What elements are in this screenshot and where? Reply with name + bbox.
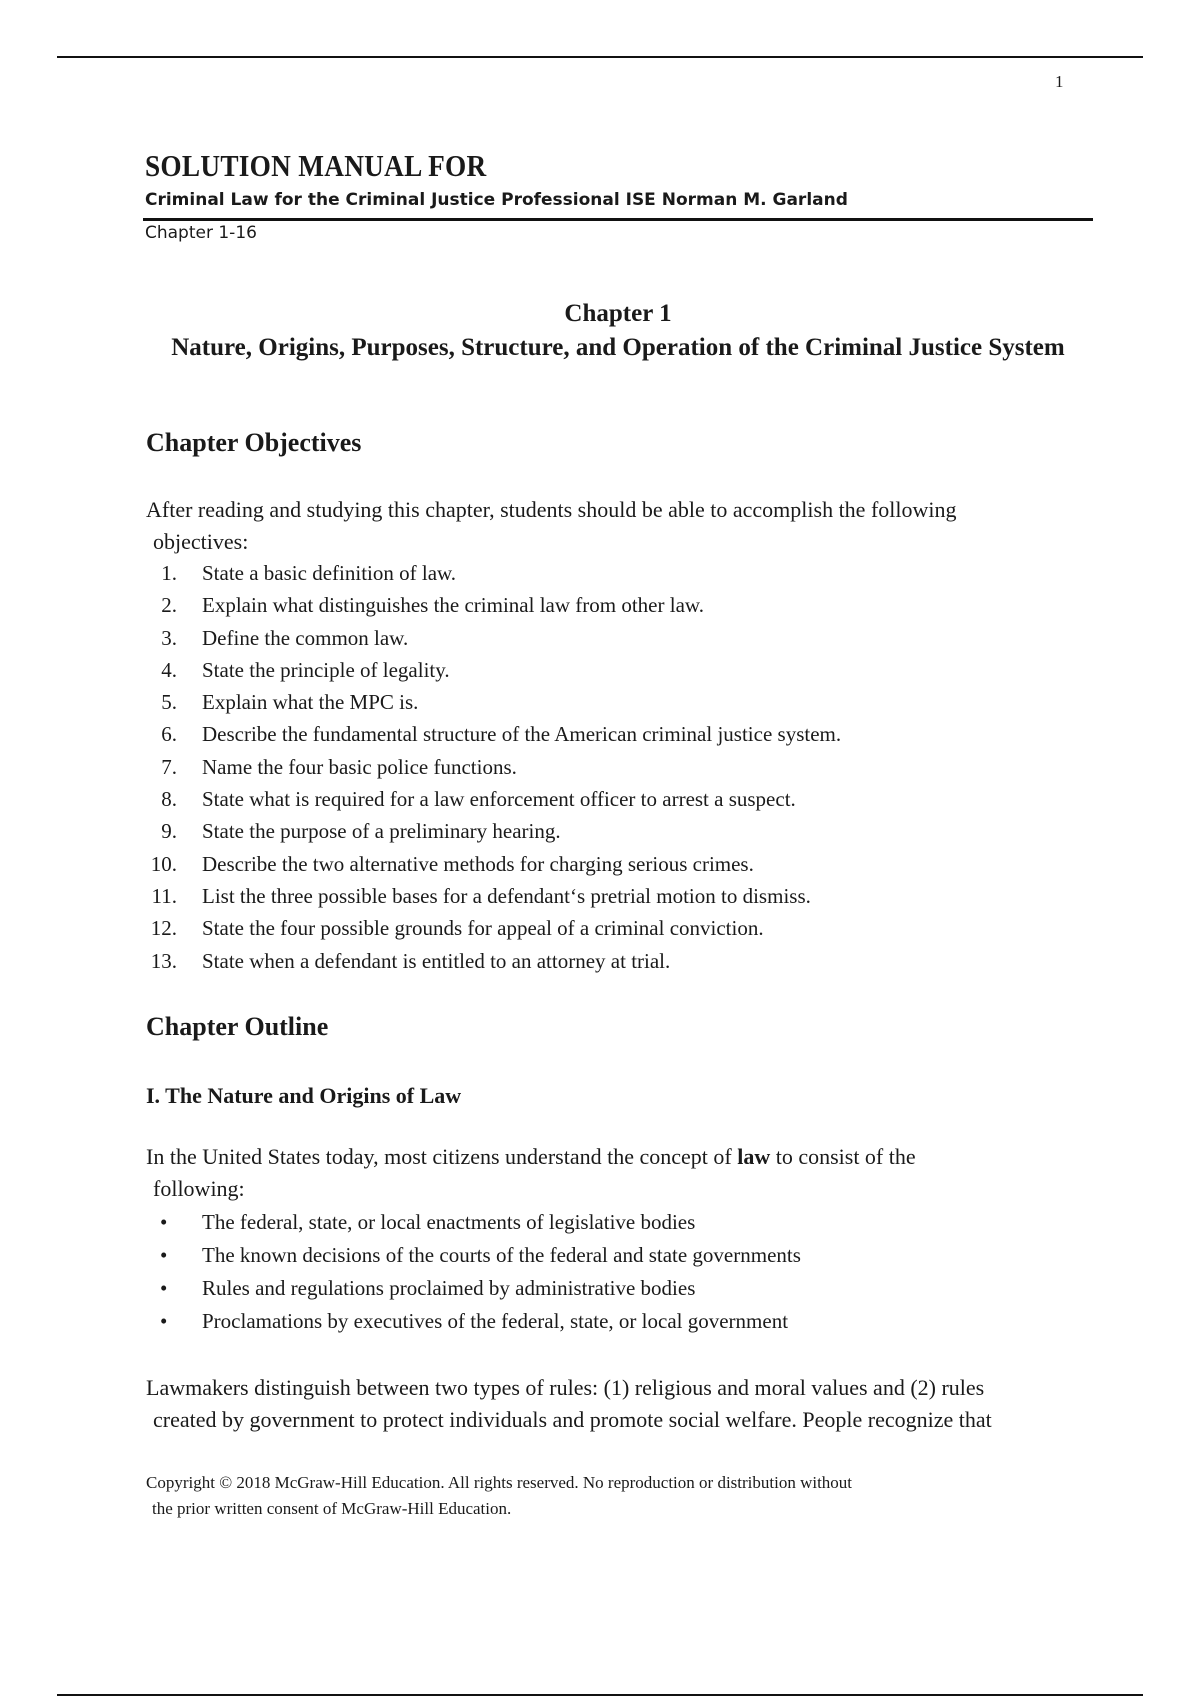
chapter-number: Chapter 1 [564, 300, 672, 327]
item-text: The federal, state, or local enactments of legislative bodies [202, 1210, 696, 1234]
objectives-intro-line1: After reading and studying this chapter, students should be able to accomplish the following [146, 497, 957, 522]
bullet-icon: • [160, 1243, 168, 1267]
outline-intro-before: In the United States today, most citizens understand the concept of [146, 1144, 738, 1169]
lawmakers-line1: Lawmakers distinguish between two types of rules: (1) religious and moral values and (2) rules [146, 1375, 985, 1400]
objectives-intro [146, 494, 1126, 558]
item-text: State the four possible grounds for appeal of a criminal conviction. [202, 916, 764, 941]
lawmakers-paragraph [146, 1372, 1126, 1436]
item-text: Name the four basic police functions. [202, 754, 517, 779]
chapter-title: Nature, Origins, Purposes, Structure, and Operation of the Criminal Justice System [171, 334, 1065, 361]
subtitle-rule [143, 218, 1093, 221]
bottom-rule [57, 1694, 1143, 1696]
item-number: 13. [150, 948, 177, 973]
item-number: 7. [161, 754, 177, 779]
item-text: List the three possible bases for a defendant‘s pretrial motion to dismiss. [202, 883, 811, 908]
item-number: 9. [161, 819, 177, 844]
bullet-icon: • [160, 1276, 168, 1300]
item-text: Explain what the MPC is. [202, 690, 419, 715]
law-term: law [737, 1144, 771, 1169]
document-title: SOLUTION MANUAL FOR [145, 148, 487, 183]
top-rule [57, 56, 1143, 58]
item-text: State the purpose of a preliminary hearing. [202, 819, 561, 844]
outline-intro-line2: following: [153, 1176, 245, 1201]
objectives-intro-line2: objectives: [153, 529, 249, 554]
item-number: 1. [161, 561, 177, 585]
book-subtitle: Criminal Law for the Criminal Justice Professional ISE Norman M. Garland [145, 190, 848, 210]
section-heading: I. The Nature and Origins of Law [146, 1083, 462, 1108]
item-text: Proclamations by executives of the federal, state, or local government [202, 1309, 789, 1333]
item-text: State the principle of legality. [202, 657, 450, 682]
chapter-range: Chapter 1-16 [145, 223, 257, 243]
outline-heading: Chapter Outline [146, 1012, 329, 1041]
item-text: Define the common law. [202, 625, 409, 650]
item-number: 6. [161, 722, 177, 747]
item-number: 5. [161, 690, 177, 715]
item-text: The known decisions of the courts of the federal and state governments [202, 1243, 801, 1267]
objectives-heading: Chapter Objectives [146, 428, 362, 457]
page-number: 1 [1055, 72, 1064, 91]
item-text: Describe the fundamental structure of the American criminal justice system. [202, 722, 842, 747]
item-number: 8. [161, 787, 177, 812]
copyright-notice [146, 1470, 1146, 1522]
item-number: 2. [161, 593, 177, 618]
item-text: Rules and regulations proclaimed by administrative bodies [202, 1276, 696, 1300]
item-text: Describe the two alternative methods for charging serious crimes. [202, 851, 754, 876]
item-text: Explain what distinguishes the criminal law from other law. [202, 593, 704, 618]
lawmakers-line2: created by government to protect individuals and promote social welfare. People recognize that [153, 1407, 992, 1432]
outline-intro-after: to consist of the [770, 1144, 916, 1169]
item-number: 12. [150, 916, 177, 941]
item-number: 10. [150, 851, 177, 876]
bullet-icon: • [160, 1309, 168, 1333]
item-text: State when a defendant is entitled to an attorney at trial. [202, 948, 671, 973]
copyright-line1: Copyright © 2018 McGraw-Hill Education. All rights reserved. No reproduction or distribution without [146, 1473, 853, 1492]
bullet-icon: • [160, 1210, 168, 1234]
item-text: State a basic definition of law. [202, 561, 457, 585]
outline-intro [146, 1141, 1126, 1205]
copyright-line2: the prior written consent of McGraw-Hill Education. [152, 1499, 512, 1518]
item-number: 11. [151, 883, 177, 908]
item-text: State what is required for a law enforcement officer to arrest a suspect. [202, 787, 796, 812]
item-number: 3. [161, 625, 177, 650]
item-number: 4. [161, 657, 177, 682]
